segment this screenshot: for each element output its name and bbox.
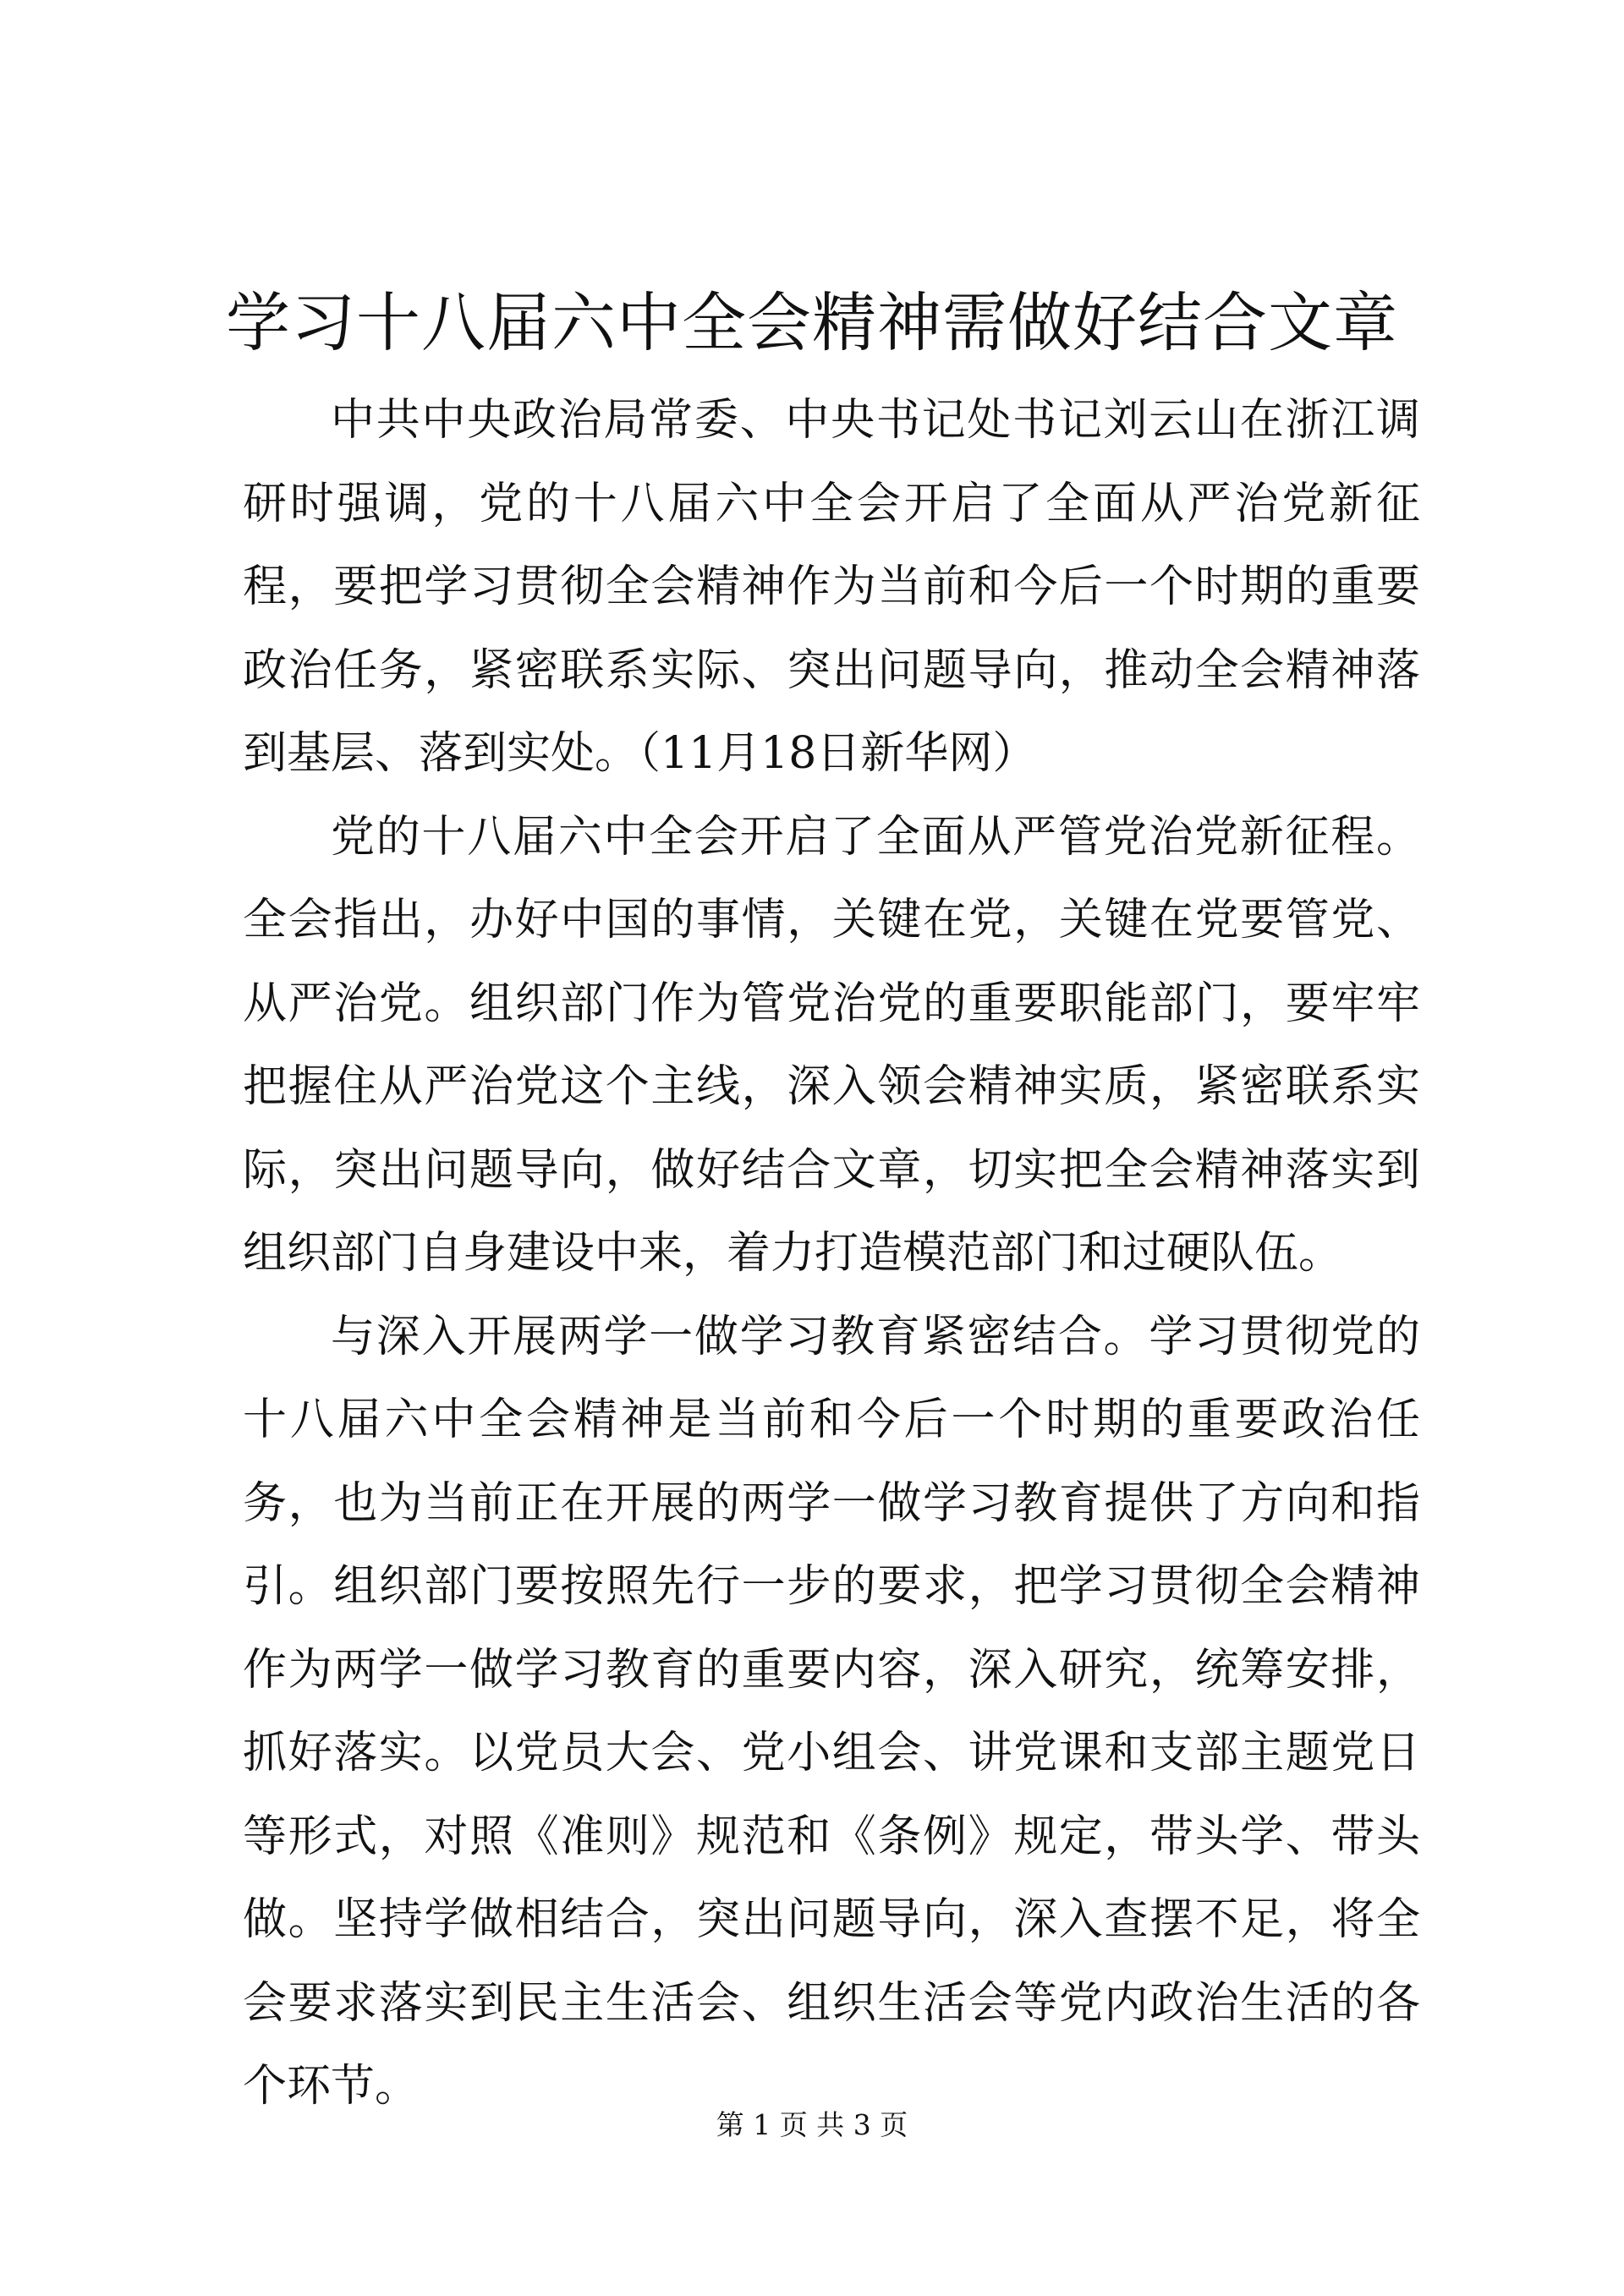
paragraph-3: 与深入开展两学一做学习教育紧密结合。学习贯彻党的十八届六中全会精神是当前和今后一个时期的重要政治任务，也为当前正在开展的两学一做学习教育提供了方向和指引。组织部门要按照先行一步的要求，把学习贯彻全会精神作为两学一做学习教育的重要内容，深入研究，统筹安排，抓好落实。以党员大会、党小组会、讲党课和支部主题党日等形式，对照《准则》规范和《条例》规定，带头学、带头做。坚持学做相结合，突出问题导向，深入查摆不足，将全会要求落实到民主生活会、组织生活会等党内政治生活的各个环节。 [243, 1311, 1420, 2112]
paragraph-2: 党的十八届六中全会开启了全面从严管党治党新征程。全会指出，办好中国的事情，关键在党，关键在党要管党、从严治党。组织部门作为管党治党的重要职能部门，要牢牢把握住从严治党这个主线，深入领会精神实质，紧密联系实际，突出问题导向，做好结合文章，切实把全会精神落实到组织部门自身建设中来，着力打造模范部门和过硬队伍。 [243, 811, 1420, 1279]
page-number-footer: 第 1 页 共 3 页 [716, 2108, 908, 2141]
document-title: 学习十八届六中全会精神需做好结合文章 [226, 285, 1398, 360]
document-body [243, 379, 1420, 2129]
paragraph-1: 中共中央政治局常委、中央书记处书记刘云山在浙江调研时强调，党的十八届六中全会开启了全面从严治党新征程，要把学习贯彻全会精神作为当前和今后一个时期的重要政治任务，紧密联系实际、突出问题导向，推动全会精神落到基层、落到实处。（11月18日新华网） [243, 395, 1420, 779]
